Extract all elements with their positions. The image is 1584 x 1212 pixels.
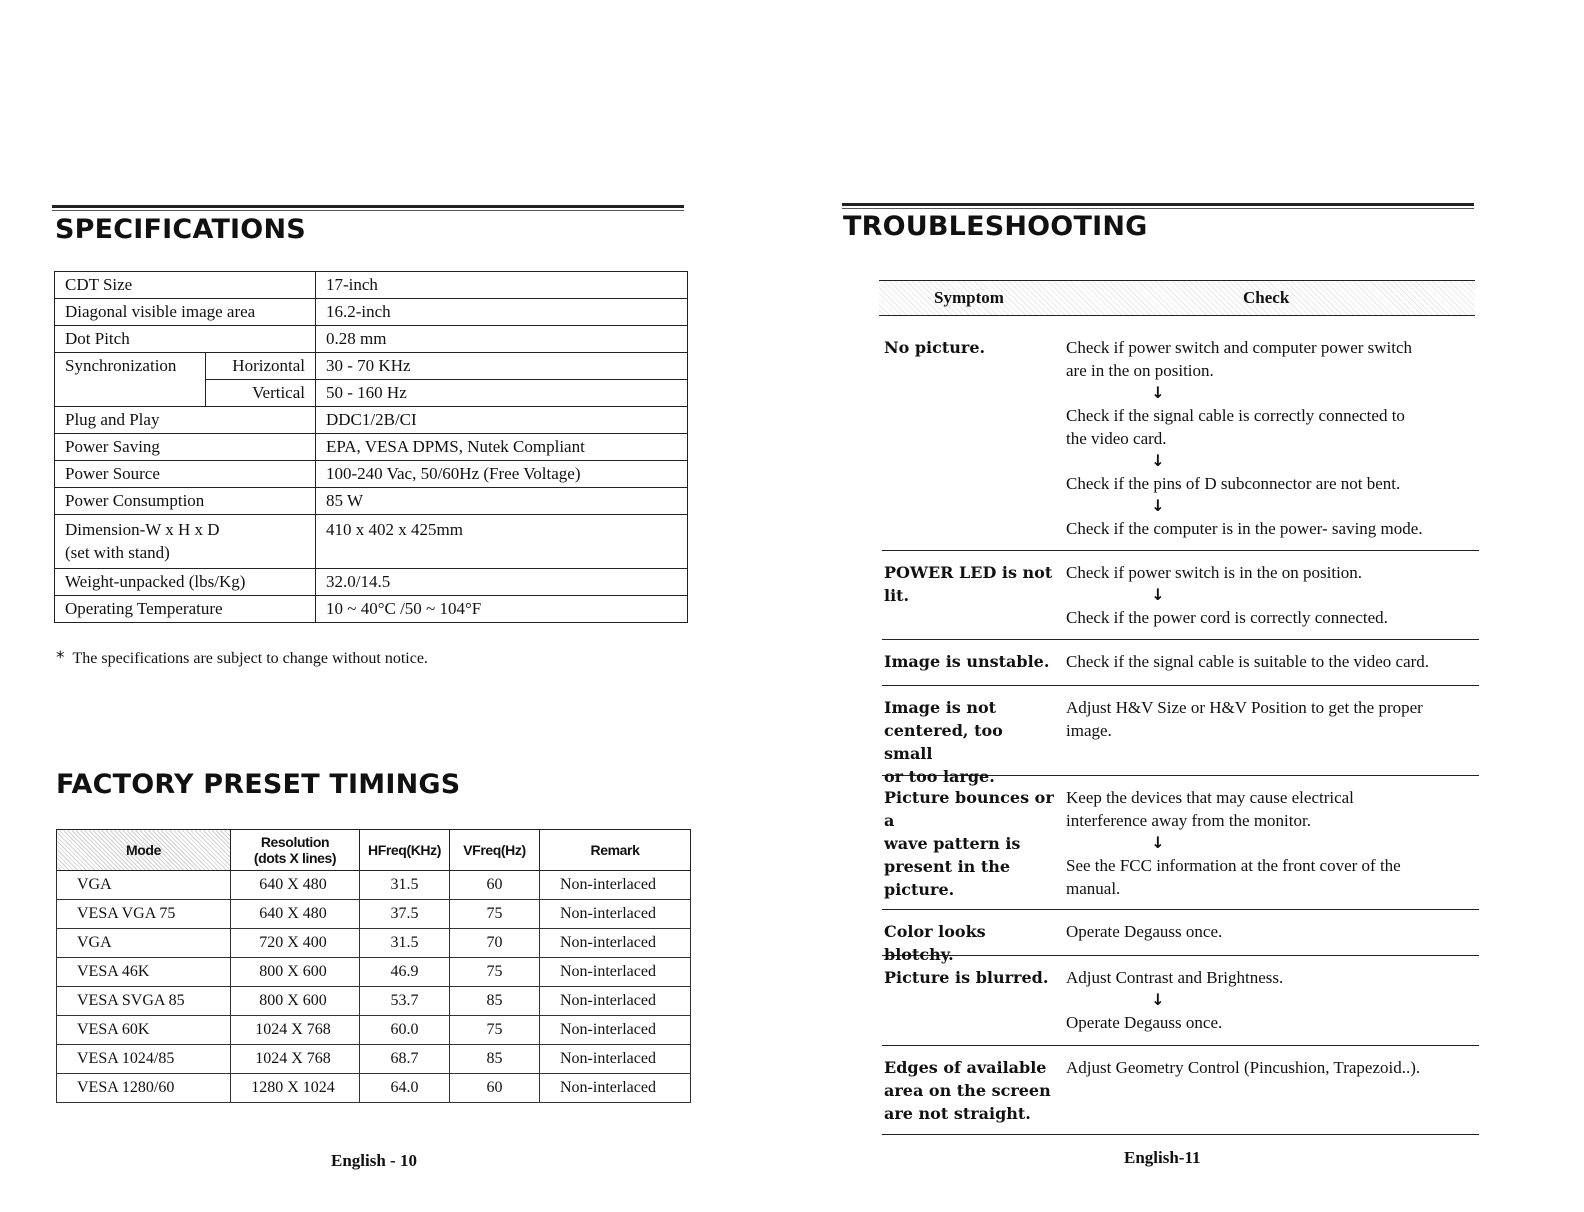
symptom-line: POWER LED is not (884, 563, 1053, 582)
timing-remark: Non-interlaced (540, 929, 691, 958)
spec-value: 85 W (316, 488, 688, 515)
spec-label (55, 515, 316, 569)
spec-value: 100-240 Vac, 50/60Hz (Free Voltage) (316, 461, 688, 488)
troubleshooting-row (882, 775, 1479, 910)
timing-vfreq: 70 (450, 929, 540, 958)
check-line: Check if the computer is in the power- saving mode. (1066, 519, 1423, 538)
spec-label-line: (set with stand) (65, 543, 170, 562)
col-header-mode: Mode (57, 830, 231, 871)
check-line: the video card. (1066, 429, 1167, 448)
spec-value: 0.28 mm (316, 326, 688, 353)
timing-mode: VESA 1024/85 (57, 1045, 231, 1074)
timing-hfreq: 60.0 (360, 1016, 450, 1045)
timing-hfreq: 53.7 (360, 987, 450, 1016)
table-row (55, 407, 688, 434)
timing-vfreq: 75 (450, 1016, 540, 1045)
timing-resolution: 1024 X 768 (231, 1045, 360, 1074)
timing-remark: Non-interlaced (540, 1074, 691, 1103)
spec-label: Operating Temperature (55, 596, 316, 623)
timing-resolution: 800 X 600 (231, 987, 360, 1016)
troubleshooting-row (882, 685, 1479, 786)
timing-vfreq: 85 (450, 987, 540, 1016)
spec-label-line: Dimension-W x H x D (65, 520, 220, 539)
col-header-resolution (231, 830, 360, 871)
check-line: Check if the power cord is correctly connected. (1066, 608, 1388, 627)
spec-label: Power Saving (55, 434, 316, 461)
table-row (55, 434, 688, 461)
timing-vfreq: 75 (450, 958, 540, 987)
col-header-resolution-line: Resolution (260, 834, 330, 850)
spec-label: Synchronization (55, 353, 206, 407)
check-steps (1066, 336, 1476, 540)
troubleshooting-row (882, 955, 1479, 1046)
timing-resolution: 720 X 400 (231, 929, 360, 958)
col-header-resolution-line: (dots X lines) (253, 850, 337, 866)
table-row (55, 353, 688, 380)
timing-remark: Non-interlaced (540, 987, 691, 1016)
spec-value: 16.2-inch (316, 299, 688, 326)
timing-hfreq: 64.0 (360, 1074, 450, 1103)
specifications-top-rule (52, 205, 684, 211)
page-number-right: English-11 (1124, 1148, 1201, 1167)
check-line: Adjust Contrast and Brightness. (1066, 968, 1284, 987)
check-line: Check if the signal cable is suitable to the video card. (1066, 652, 1430, 671)
timing-hfreq: 31.5 (360, 929, 450, 958)
col-header-vfreq: VFreq(Hz) (450, 830, 540, 871)
symptom-line: Picture bounces or a (884, 788, 1054, 830)
spec-value: 10 ~ 40°C /50 ~ 104°F (316, 596, 688, 623)
col-header-remark: Remark (540, 830, 691, 871)
timing-hfreq: 31.5 (360, 871, 450, 900)
table-row (55, 299, 688, 326)
table-row (57, 900, 691, 929)
symptom-line: are not straight. (884, 1104, 1031, 1123)
troubleshooting-row (882, 909, 1479, 964)
timing-mode: VGA (57, 929, 231, 958)
symptom-line: centered, too small (884, 721, 1003, 763)
spec-label: Diagonal visible image area (55, 299, 316, 326)
table-row (57, 1074, 691, 1103)
check-steps (1066, 966, 1476, 1034)
check-line: are in the on position. (1066, 361, 1214, 380)
timing-vfreq: 60 (450, 871, 540, 900)
table-row (55, 272, 688, 299)
spec-label: Weight-unpacked (lbs/Kg) (55, 569, 316, 596)
timing-remark: Non-interlaced (540, 900, 691, 929)
check-line: image. (1066, 721, 1112, 740)
check-line: Keep the devices that may cause electrical (1066, 788, 1354, 807)
symptom-line: Color looks blotchy. (884, 922, 986, 964)
check-line: Adjust H&V Size or H&V Position to get the proper (1066, 698, 1423, 717)
symptom-text (884, 561, 1056, 607)
troubleshooting-top-rule (842, 203, 1474, 209)
down-arrow-icon: ↓ (1151, 990, 1165, 1009)
timing-remark: Non-interlaced (540, 1045, 691, 1074)
table-row (55, 488, 688, 515)
table-row (55, 461, 688, 488)
check-line: See the FCC information at the front cover of the (1066, 856, 1401, 875)
table-row (57, 871, 691, 900)
symptom-line: Image is unstable. (884, 652, 1050, 671)
timings-table (56, 829, 691, 1103)
check-line: Operate Degauss once. (1066, 922, 1223, 941)
timing-resolution: 1280 X 1024 (231, 1074, 360, 1103)
check-line: Check if the pins of D subconnector are not bent. (1066, 474, 1401, 493)
spec-sublabel: Horizontal (206, 353, 316, 380)
troubleshooting-header (879, 280, 1475, 316)
down-arrow-icon: ↓ (1151, 451, 1165, 470)
check-line: Check if the signal cable is correctly connected to (1066, 406, 1405, 425)
timing-mode: VGA (57, 871, 231, 900)
spec-label: Power Source (55, 461, 316, 488)
timing-hfreq: 37.5 (360, 900, 450, 929)
spec-value: 410 x 402 x 425mm (316, 515, 688, 569)
symptom-line: area on the screen (884, 1081, 1051, 1100)
symptom-line: picture. (884, 880, 955, 899)
check-steps (1066, 561, 1476, 629)
down-arrow-icon: ↓ (1151, 585, 1165, 604)
symptom-line: No picture. (884, 338, 986, 357)
spec-value: EPA, VESA DPMS, Nutek Compliant (316, 434, 688, 461)
timing-vfreq: 60 (450, 1074, 540, 1103)
spec-value: 50 - 160 Hz (316, 380, 688, 407)
check-steps (1066, 920, 1476, 943)
timing-hfreq: 68.7 (360, 1045, 450, 1074)
timings-heading: FACTORY PRESET TIMINGS (56, 769, 461, 800)
spec-value: 32.0/14.5 (316, 569, 688, 596)
symptom-line: Edges of available (884, 1058, 1047, 1077)
spec-sublabel: Vertical (206, 380, 316, 407)
spec-label: Dot Pitch (55, 326, 316, 353)
check-line: manual. (1066, 879, 1121, 898)
timing-mode: VESA 60K (57, 1016, 231, 1045)
troubleshooting-row (882, 316, 1479, 551)
timing-mode: VESA SVGA 85 (57, 987, 231, 1016)
specifications-note (56, 648, 428, 668)
table-row (57, 929, 691, 958)
symptom-line: lit. (884, 586, 910, 605)
table-row (57, 987, 691, 1016)
check-line: Operate Degauss once. (1066, 1013, 1223, 1032)
table-row (57, 1016, 691, 1045)
troubleshooting-heading: TROUBLESHOOTING (843, 211, 1148, 242)
table-row (57, 1045, 691, 1074)
table-row (55, 515, 688, 569)
timing-mode: VESA 46K (57, 958, 231, 987)
timing-resolution: 1024 X 768 (231, 1016, 360, 1045)
symptom-text (884, 336, 1056, 359)
check-line: Check if power switch and computer power switch (1066, 338, 1413, 357)
table-row (55, 569, 688, 596)
timing-remark: Non-interlaced (540, 1016, 691, 1045)
spec-value: DDC1/2B/CI (316, 407, 688, 434)
timing-resolution: 800 X 600 (231, 958, 360, 987)
col-header-check: Check (1243, 288, 1290, 307)
down-arrow-icon: ↓ (1151, 383, 1165, 402)
symptom-text (884, 966, 1056, 989)
check-line: Check if power switch is in the on position. (1066, 563, 1363, 582)
symptom-text (884, 650, 1056, 673)
timing-remark: Non-interlaced (540, 958, 691, 987)
timing-vfreq: 75 (450, 900, 540, 929)
check-steps (1066, 650, 1476, 673)
table-row (55, 596, 688, 623)
timing-mode: VESA 1280/60 (57, 1074, 231, 1103)
timing-remark: Non-interlaced (540, 871, 691, 900)
timing-hfreq: 46.9 (360, 958, 450, 987)
symptom-line: Picture is blurred. (884, 968, 1049, 987)
symptom-text (884, 1056, 1056, 1125)
down-arrow-icon: ↓ (1151, 833, 1165, 852)
down-arrow-icon: ↓ (1151, 496, 1165, 515)
col-header-symptom: Symptom (934, 288, 1004, 307)
symptom-text (884, 786, 1056, 901)
table-header-row (57, 830, 691, 871)
table-row (57, 958, 691, 987)
check-steps (1066, 696, 1476, 742)
table-row (55, 326, 688, 353)
asterisk-icon: * (56, 648, 65, 668)
note-text: The specifications are subject to change without notice. (72, 650, 428, 667)
symptom-line: present in the (884, 857, 1011, 876)
spec-label: CDT Size (55, 272, 316, 299)
troubleshooting-row (882, 550, 1479, 640)
spec-value: 30 - 70 KHz (316, 353, 688, 380)
spec-value: 17-inch (316, 272, 688, 299)
timing-resolution: 640 X 480 (231, 900, 360, 929)
troubleshooting-row (882, 639, 1479, 686)
symptom-line: or too large. (884, 767, 995, 786)
spec-label: Plug and Play (55, 407, 316, 434)
spec-label: Power Consumption (55, 488, 316, 515)
check-steps (1066, 1056, 1476, 1079)
timing-mode: VESA VGA 75 (57, 900, 231, 929)
specifications-table (54, 271, 688, 623)
check-steps (1066, 786, 1476, 900)
troubleshooting-row (882, 1045, 1479, 1135)
col-header-hfreq: HFreq(KHz) (360, 830, 450, 871)
symptom-line: wave pattern is (884, 834, 1021, 853)
check-line: Adjust Geometry Control (Pincushion, Trapezoid..). (1066, 1058, 1421, 1077)
timing-resolution: 640 X 480 (231, 871, 360, 900)
timings-body (57, 871, 691, 1103)
timing-vfreq: 85 (450, 1045, 540, 1074)
page-number-left: English - 10 (331, 1151, 417, 1170)
check-line: interference away from the monitor. (1066, 811, 1311, 830)
symptom-line: Image is not (884, 698, 997, 717)
specifications-heading: SPECIFICATIONS (55, 214, 306, 245)
